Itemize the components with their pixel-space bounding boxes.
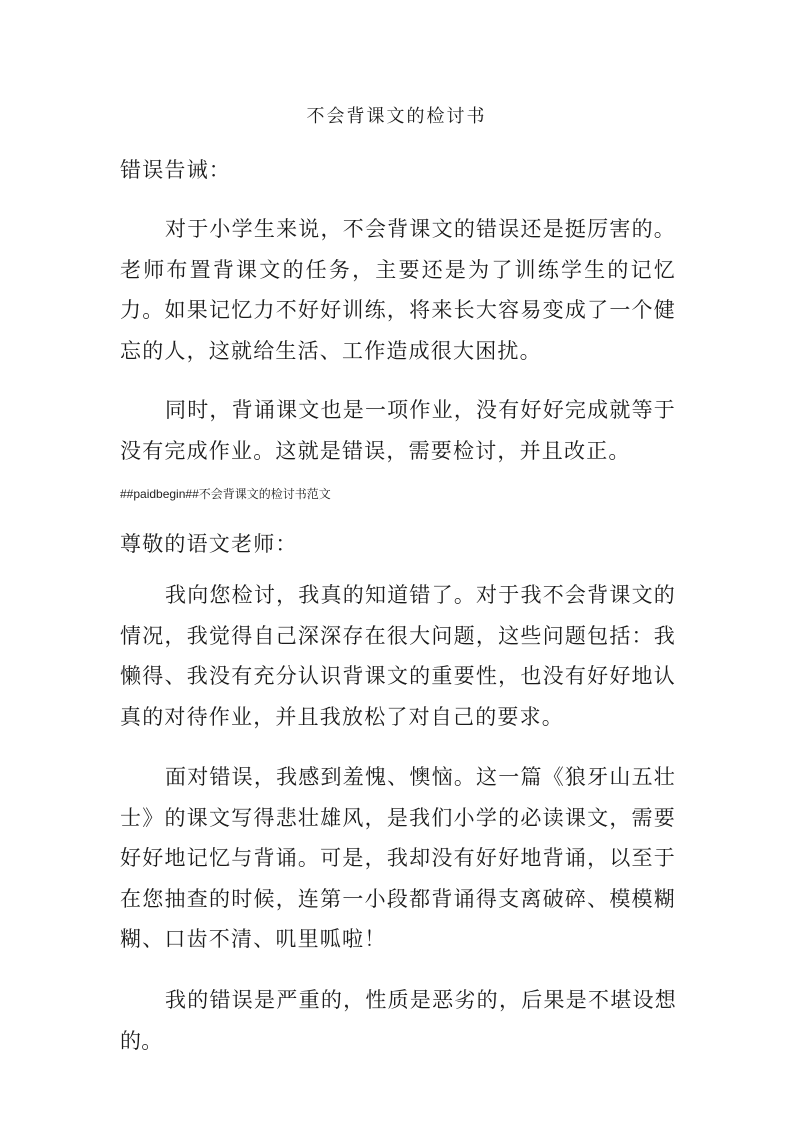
body-paragraph: 同时，背诵课文也是一项作业，没有好好完成就等于没有完成作业。这就是错误，需要检讨，并且改正。	[120, 398, 676, 463]
paragraph-3	[120, 575, 676, 737]
paragraph-4	[120, 757, 676, 960]
section-warning	[120, 150, 676, 190]
paragraph-1	[120, 209, 676, 371]
body-paragraph: 我向您检讨，我真的知道错了。对于我不会背课文的情况，我觉得自己深深存在很大问题，这些问题包括：我懒得、我没有充分认识背课文的重要性，也没有好好地认真的对待作业，并且我放松了对自己的要求。	[120, 583, 676, 729]
body-paragraph: 对于小学生来说，不会背课文的错误还是挺厉害的。老师布置背课文的任务，主要还是为了训练学生的记忆力。如果记忆力不好好训练，将来长大容易变成了一个健忘的人，这就给生活、工作造成很大困扰。	[120, 217, 676, 363]
salutation-block	[120, 524, 676, 564]
paid-marker	[120, 484, 676, 504]
paid-begin-marker: ##paidbegin##不会背课文的检讨书范文	[120, 487, 331, 501]
salutation: 尊敬的语文老师：	[120, 532, 298, 556]
section-heading: 错误告诫：	[120, 158, 231, 182]
body-paragraph: 我的错误是严重的，性质是恶劣的，后果是不堪设想的。	[120, 988, 676, 1053]
paragraph-5	[120, 980, 676, 1061]
body-paragraph: 面对错误，我感到羞愧、懊恼。这一篇《狼牙山五壮士》的课文写得悲壮雄风，是我们小学的必读课文，需要好好地记忆与背诵。可是，我却没有好好地背诵，以至于在您抽查的时候，连第一小段都背诵得支离破碎、模模糊糊、口齿不清、叽里呱啦！	[120, 765, 676, 951]
paragraph-2	[120, 390, 676, 471]
document-title: 不会背课文的检讨书	[306, 106, 487, 127]
